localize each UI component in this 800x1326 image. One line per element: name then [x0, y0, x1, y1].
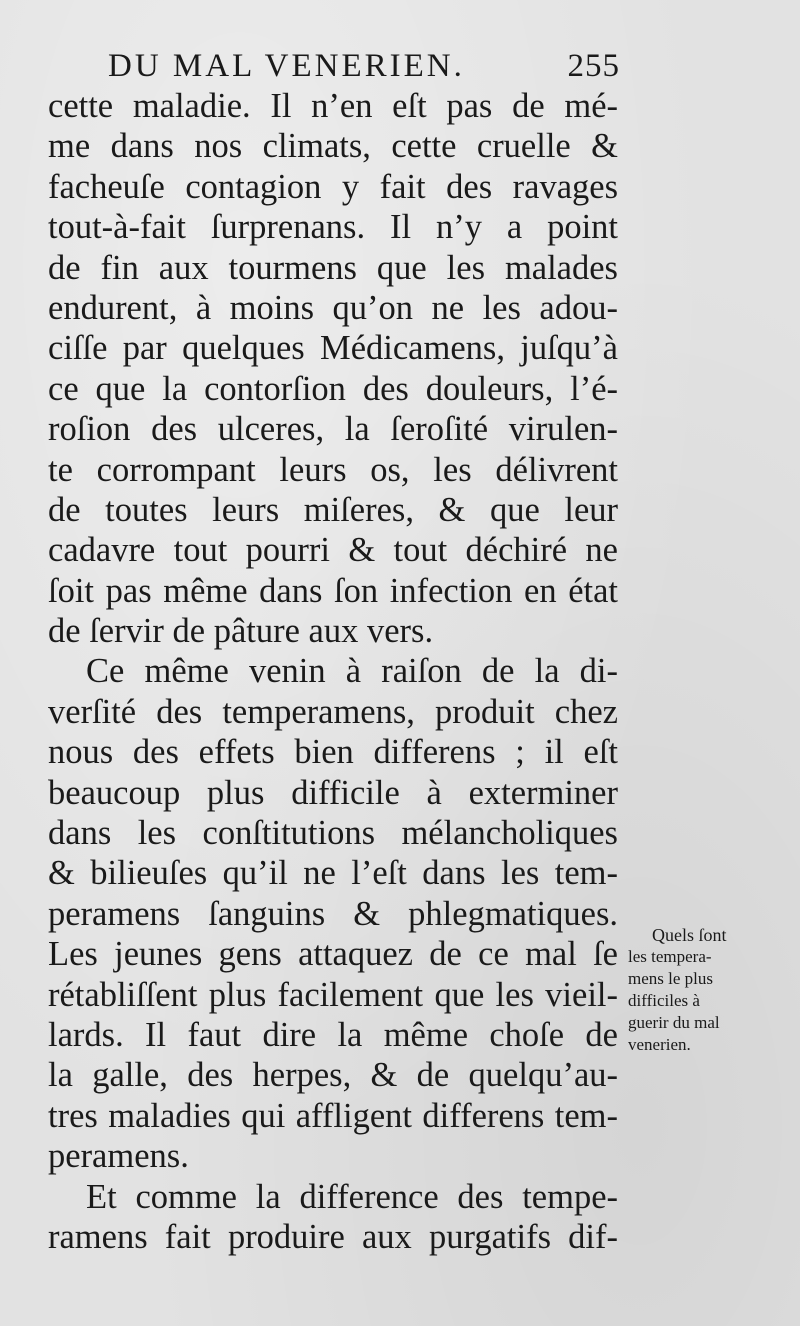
text-line: endurent, à moins qu’on ne les adou- — [48, 288, 618, 327]
text-line: facheuſe contagion y fait des ravages — [48, 167, 618, 206]
text-line: rétabliſſent plus facilement que les vieil- — [48, 975, 618, 1014]
text-line: tout-à-fait ſurprenans. Il n’y a point — [48, 208, 618, 247]
text-line: tres maladies qui affligent differens tem- — [48, 1096, 618, 1135]
text-line: cadavre tout pourri & tout déchiré ne — [48, 531, 618, 570]
margin-note-line: venerien. — [628, 1035, 691, 1054]
margin-note — [628, 924, 778, 1056]
text-line: ſoit pas même dans ſon infection en état — [48, 571, 618, 610]
text-line: me dans nos climats, cette cruelle & — [48, 127, 618, 166]
text-line: peramens. — [48, 1137, 189, 1176]
text-line: de ſervir de pâture aux vers. — [48, 612, 434, 651]
text-line: te corrompant leurs os, les délivrent — [48, 450, 618, 489]
text-line: ramens fait produire aux purgatifs dif- — [48, 1217, 618, 1256]
text-line: de fin aux tourmens que les malades — [48, 248, 618, 287]
text-line: de toutes leurs miſeres, & que leur — [48, 490, 618, 529]
running-head — [108, 48, 620, 88]
margin-note-line: mens le plus — [628, 969, 713, 988]
text-line: cette maladie. Il n’en eſt pas de mé- — [48, 87, 618, 125]
text-line: Ce même venin à raiſon de la di- — [86, 652, 618, 691]
text-line: dans les conſtitutions mélancholiques — [48, 814, 618, 853]
body-text — [48, 86, 618, 1257]
page-number: 255 — [567, 48, 620, 84]
text-line: lards. Il faut dire la même choſe de — [48, 1015, 618, 1054]
running-head-title: DU MAL VENERIEN. — [108, 48, 465, 84]
text-line: ciſſe par quelques Médicamens, juſqu’à — [48, 329, 618, 368]
text-line: Et comme la difference des tempe- — [86, 1177, 618, 1216]
text-line: verſité des temperamens, produit chez — [48, 692, 618, 731]
text-line: Les jeunes gens attaquez de ce mal ſe — [48, 935, 618, 974]
text-line: & bilieuſes qu’il ne l’eſt dans les tem- — [48, 854, 618, 893]
margin-note-line: difficiles à — [628, 991, 700, 1010]
margin-note-line: guerir du mal — [628, 1013, 720, 1032]
text-line: la galle, des herpes, & de quelqu’au- — [48, 1056, 618, 1095]
margin-note-line: Quels ſont — [652, 925, 727, 945]
text-line: peramens ſanguins & phlegmatiques. — [48, 894, 618, 933]
margin-note-line: les tempera- — [628, 947, 712, 966]
text-line: roſion des ulceres, la ſeroſité virulen- — [48, 410, 618, 449]
text-line: nous des effets bien differens ; il eſt — [48, 733, 618, 772]
text-line: beaucoup plus difficile à exterminer — [48, 773, 618, 812]
text-line: ce que la contorſion des douleurs, l’é- — [48, 369, 618, 408]
